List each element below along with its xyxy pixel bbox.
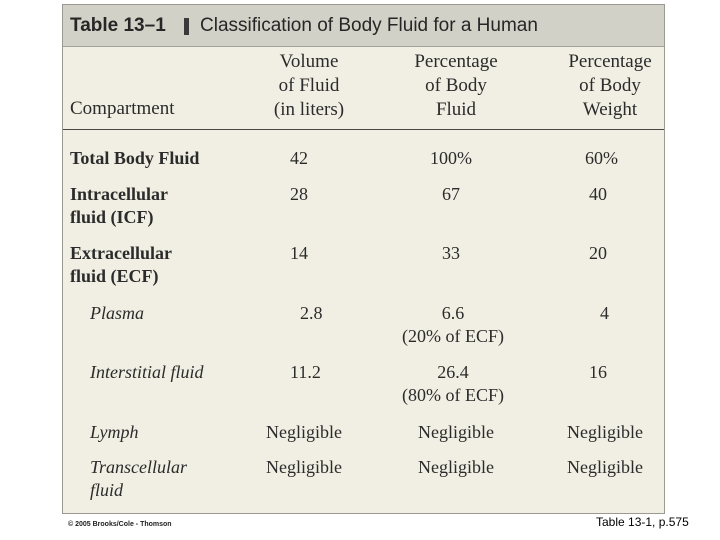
row-label: Intracellular [70,184,168,204]
copyright-credit: © 2005 Brooks/Cole - Thomson [68,521,172,528]
row-label: Transcellular [90,457,188,477]
table-number: Table 13–1 [70,15,166,36]
row-percent-fluid: Negligible [418,457,494,477]
row-volume: 28 [290,184,308,204]
row-percent-fluid-note: (80% of ECF) [402,385,504,405]
table-title: Classification of Body Fluid for a Human [200,15,538,36]
header-percent-weight [549,50,671,122]
row-percent-fluid: 33 [442,243,460,263]
header-volume [249,50,369,122]
slide-caption: Table 13-1, p.575 [596,515,689,529]
row-percent-fluid: 6.6 [441,303,465,323]
row-label: fluid [90,480,124,500]
table-title-bar [63,5,664,47]
table-panel [62,4,665,514]
row-label: Lymph [90,422,139,442]
header-percent-weight-line: of Body [579,75,641,96]
row-percent-weight: 4 [600,303,609,323]
row-label: Plasma [90,303,144,323]
row-label: Total Body Fluid [70,148,200,168]
header-percent-fluid [388,50,524,122]
row-volume: 11.2 [290,362,321,382]
header-percent-fluid-line: Percentage [414,51,498,72]
row-volume: 14 [290,243,308,263]
header-percent-fluid-line: Fluid [435,99,477,120]
row-volume: Negligible [266,422,342,442]
row-label: fluid (ECF) [70,266,159,286]
header-volume-line: of Fluid [278,75,340,96]
row-percent-weight: 40 [589,184,607,204]
row-percent-weight: 20 [589,243,607,263]
row-percent-weight: 16 [589,362,607,382]
title-separator-bar [184,18,189,35]
row-label: Extracellular [70,243,172,263]
row-percent-fluid: 26.4 [437,362,469,382]
row-volume: 42 [290,148,308,168]
header-percent-weight-line: Percentage [568,51,652,72]
row-volume: 2.8 [300,303,323,323]
row-label: fluid (ICF) [70,207,154,227]
row-percent-weight: Negligible [567,422,643,442]
header-percent-weight-line: Weight [582,99,638,120]
row-percent-weight: 60% [585,148,618,168]
row-volume: Negligible [266,457,342,477]
header-volume-line: Volume [279,51,339,72]
row-percent-fluid: 100% [430,148,472,168]
row-label: Interstitial fluid [90,362,204,382]
row-percent-weight: Negligible [567,457,643,477]
header-percent-fluid-line: of Body [425,75,487,96]
header-divider [63,129,664,130]
row-percent-fluid: Negligible [418,422,494,442]
row-percent-fluid: 67 [442,184,460,204]
header-volume-line: (in liters) [273,99,345,120]
header-compartment: Compartment [70,98,175,119]
row-percent-fluid-note: (20% of ECF) [402,326,504,346]
